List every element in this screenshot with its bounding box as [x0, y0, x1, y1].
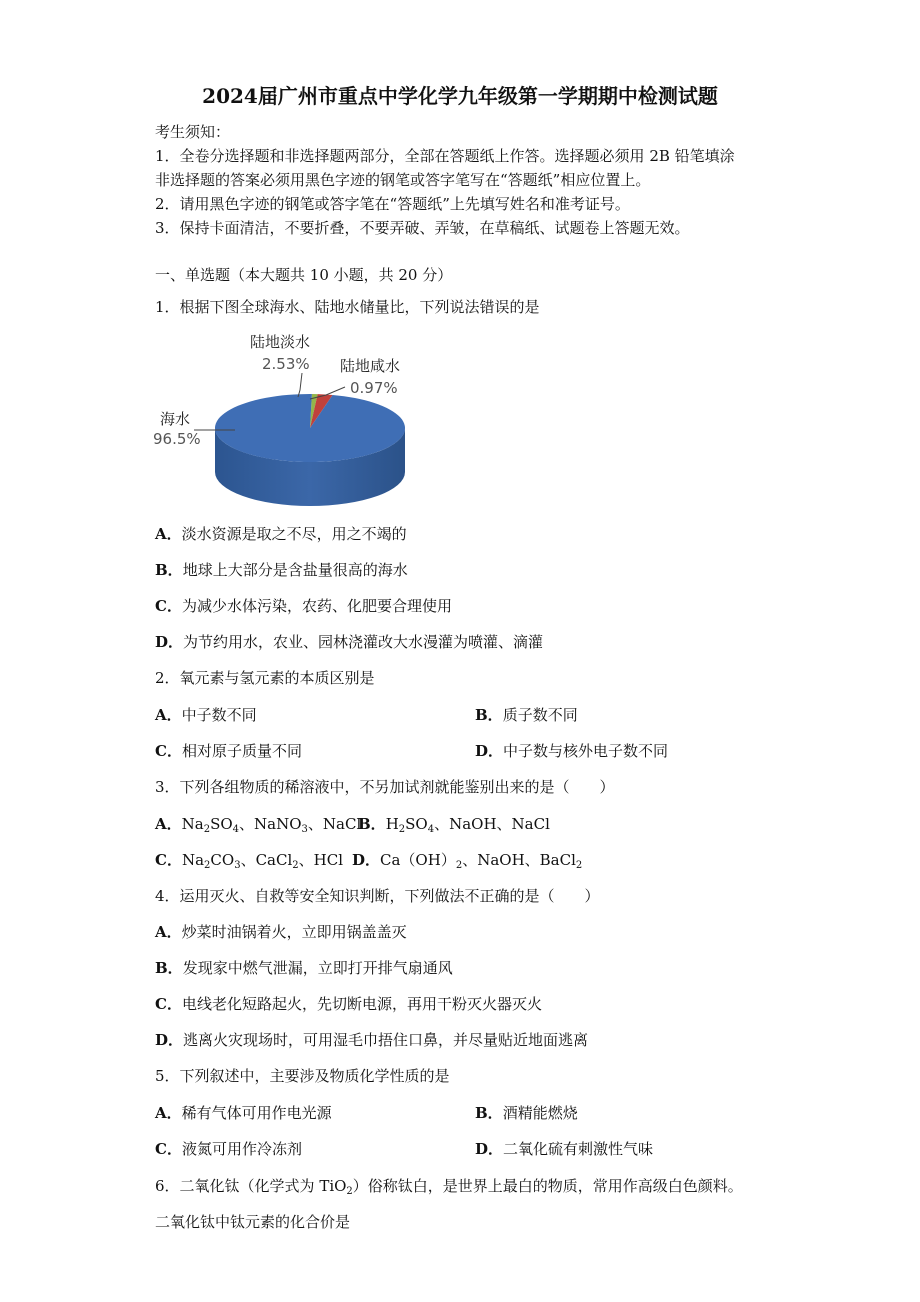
- option-letter: C．: [155, 851, 182, 869]
- q4-option-a: [155, 923, 407, 941]
- option-letter: A．: [155, 923, 182, 941]
- option-text: 为节约用水，农业、园林浇灌改大水漫灌为喷灌、滴灌: [183, 633, 544, 651]
- formula-part: SO: [210, 815, 233, 833]
- formula-part: 、NaOH、NaCl: [434, 815, 550, 833]
- q1-option-d: [155, 633, 543, 651]
- formula-part: Ca（OH）: [380, 851, 456, 869]
- option-text: 二氧化硫有刺激性气味: [503, 1140, 654, 1158]
- q1-option-a: [155, 525, 407, 543]
- option-text: 中子数不同: [181, 706, 257, 724]
- q4-option-b: [155, 959, 453, 977]
- q5-option-d: [475, 1140, 653, 1158]
- q3-option-c: [155, 851, 343, 869]
- notice-line-3: 3．保持卡面清洁，不要折叠，不要弄破、弄皱，在草稿纸、试题卷上答题无效。: [155, 219, 690, 237]
- subscript: 2: [455, 860, 463, 871]
- stem-part: 6．二氧化钛（化学式为 TiO: [155, 1177, 347, 1195]
- q3-option-a: [155, 815, 361, 833]
- formula-part: Na: [181, 815, 204, 833]
- option-letter: B．: [475, 1104, 503, 1122]
- question-6-stem: [155, 1177, 743, 1195]
- option-letter: D．: [155, 633, 184, 651]
- option-text: 发现家中燃气泄漏，立即打开排气扇通风: [182, 959, 453, 977]
- formula-part: 、HCl: [298, 851, 343, 869]
- slice-label-sea: 海水: [160, 410, 191, 428]
- option-text: 逃离火灾现场时，可用湿毛巾捂住口鼻，并尽量贴近地面逃离: [183, 1031, 589, 1049]
- q5-option-c: [155, 1140, 302, 1158]
- subscript: 2: [398, 824, 406, 835]
- question-5-stem: 5．下列叙述中，主要涉及物质化学性质的是: [155, 1067, 450, 1085]
- option-text: 为减少水体污染，农药、化肥要合理使用: [181, 597, 452, 615]
- option-text: 中子数与核外电子数不同: [503, 742, 669, 760]
- formula-part: CO: [210, 851, 235, 869]
- option-letter: B．: [475, 706, 503, 724]
- subscript: 2: [346, 1186, 353, 1197]
- slice-label-fresh: 陆地淡水: [250, 333, 311, 351]
- formula-part: 、NaOH、BaCl: [462, 851, 576, 869]
- q2-option-b: [475, 706, 578, 724]
- notice-heading: 考生须知：: [155, 123, 231, 141]
- formula-part: 、CaCl: [240, 851, 293, 869]
- subscript: 2: [575, 860, 583, 871]
- q3-option-b: [358, 815, 550, 833]
- option-text: 酒精能燃烧: [502, 1104, 578, 1122]
- option-letter: C．: [155, 1140, 182, 1158]
- option-letter: C．: [155, 995, 182, 1013]
- subscript: 4: [427, 824, 435, 835]
- subscript: 2: [292, 860, 299, 871]
- option-text: 质子数不同: [502, 706, 578, 724]
- option-text: 液氮可用作冷冻剂: [181, 1140, 302, 1158]
- stem-part: ）俗称钛白，是世界上最白的物质，常用作高级白色颜料。: [352, 1177, 743, 1195]
- option-letter: A．: [155, 815, 182, 833]
- formula-part: H: [385, 815, 399, 833]
- option-letter: A．: [155, 706, 182, 724]
- q4-option-c: [155, 995, 542, 1013]
- option-letter: A．: [155, 525, 182, 543]
- q2-option-a: [155, 706, 257, 724]
- option-text: 地球上大部分是含盐量很高的海水: [182, 561, 408, 579]
- q4-option-d: [155, 1031, 588, 1049]
- question-1-stem: 1．根据下图全球海水、陆地水储量比，下列说法错误的是: [155, 298, 540, 316]
- subscript: 2: [204, 860, 211, 871]
- q1-option-b: [155, 561, 408, 579]
- option-text: 炒菜时油锅着火，立即用锅盖盖灭: [181, 923, 407, 941]
- option-letter: B．: [155, 561, 183, 579]
- option-letter: D．: [475, 742, 504, 760]
- option-letter: B．: [358, 815, 386, 833]
- question-2-stem: 2．氧元素与氢元素的本质区别是: [155, 669, 375, 687]
- section-heading: 一、单选题（本大题共 10 小题，共 20 分）: [155, 266, 453, 284]
- question-3-stem: 3．下列各组物质的稀溶液中，不另加试剂就能鉴别出来的是（ ）: [155, 778, 615, 796]
- q2-option-d: [475, 742, 668, 760]
- notice-line-2: 2．请用黑色字迹的钢笔或答字笔在“答题纸”上先填写姓名和准考证号。: [155, 195, 630, 213]
- option-text: 电线老化短路起火，先切断电源，再用干粉灭火器灭火: [181, 995, 542, 1013]
- formula-part: 、NaNO: [239, 815, 302, 833]
- formula-part: Na: [181, 851, 205, 869]
- q5-option-a: [155, 1104, 332, 1122]
- subscript: 4: [232, 824, 240, 835]
- notice-line-1: 1．全卷分选择题和非选择题两部分，全部在答题纸上作答。选择题必须用 2B 铅笔填涂: [155, 147, 735, 165]
- option-letter: C．: [155, 597, 182, 615]
- option-text: 稀有气体可用作电光源: [181, 1104, 332, 1122]
- option-letter: D．: [475, 1140, 504, 1158]
- notice-line-1-cont: 非选择题的答案必须用黑色字迹的钢笔或答字笔写在“答题纸”相应位置上。: [155, 171, 651, 189]
- formula-part: SO: [405, 815, 428, 833]
- q2-option-c: [155, 742, 302, 760]
- slice-label-salt: 陆地咸水: [340, 357, 401, 375]
- formula-part: 、NaCl: [307, 815, 362, 833]
- option-text: 相对原子质量不同: [181, 742, 302, 760]
- slice-value-sea: 96.5%: [153, 430, 201, 448]
- q1-option-c: [155, 597, 452, 615]
- slice-value-fresh: 2.53%: [262, 355, 310, 373]
- question-4-stem: 4．运用灭火、自救等安全知识判断，下列做法不正确的是（ ）: [155, 887, 600, 905]
- option-letter: D．: [155, 1031, 184, 1049]
- q5-option-b: [475, 1104, 578, 1122]
- subscript: 3: [301, 824, 308, 835]
- page-title: 2024届广州市重点中学化学九年级第一学期期中检测试题: [202, 84, 718, 108]
- option-letter: B．: [155, 959, 183, 977]
- slice-value-salt: 0.97%: [350, 379, 398, 397]
- subscript: 3: [234, 860, 241, 871]
- q3-option-d: [352, 851, 582, 869]
- subscript: 2: [203, 824, 211, 835]
- option-letter: D．: [352, 851, 381, 869]
- option-letter: A．: [155, 1104, 182, 1122]
- water-pie-chart: [150, 325, 450, 515]
- pie-slice-sea: [215, 394, 405, 462]
- option-letter: C．: [155, 742, 182, 760]
- option-text: 淡水资源是取之不尽，用之不竭的: [181, 525, 407, 543]
- question-6-stem-cont: 二氧化钛中钛元素的化合价是: [155, 1213, 351, 1231]
